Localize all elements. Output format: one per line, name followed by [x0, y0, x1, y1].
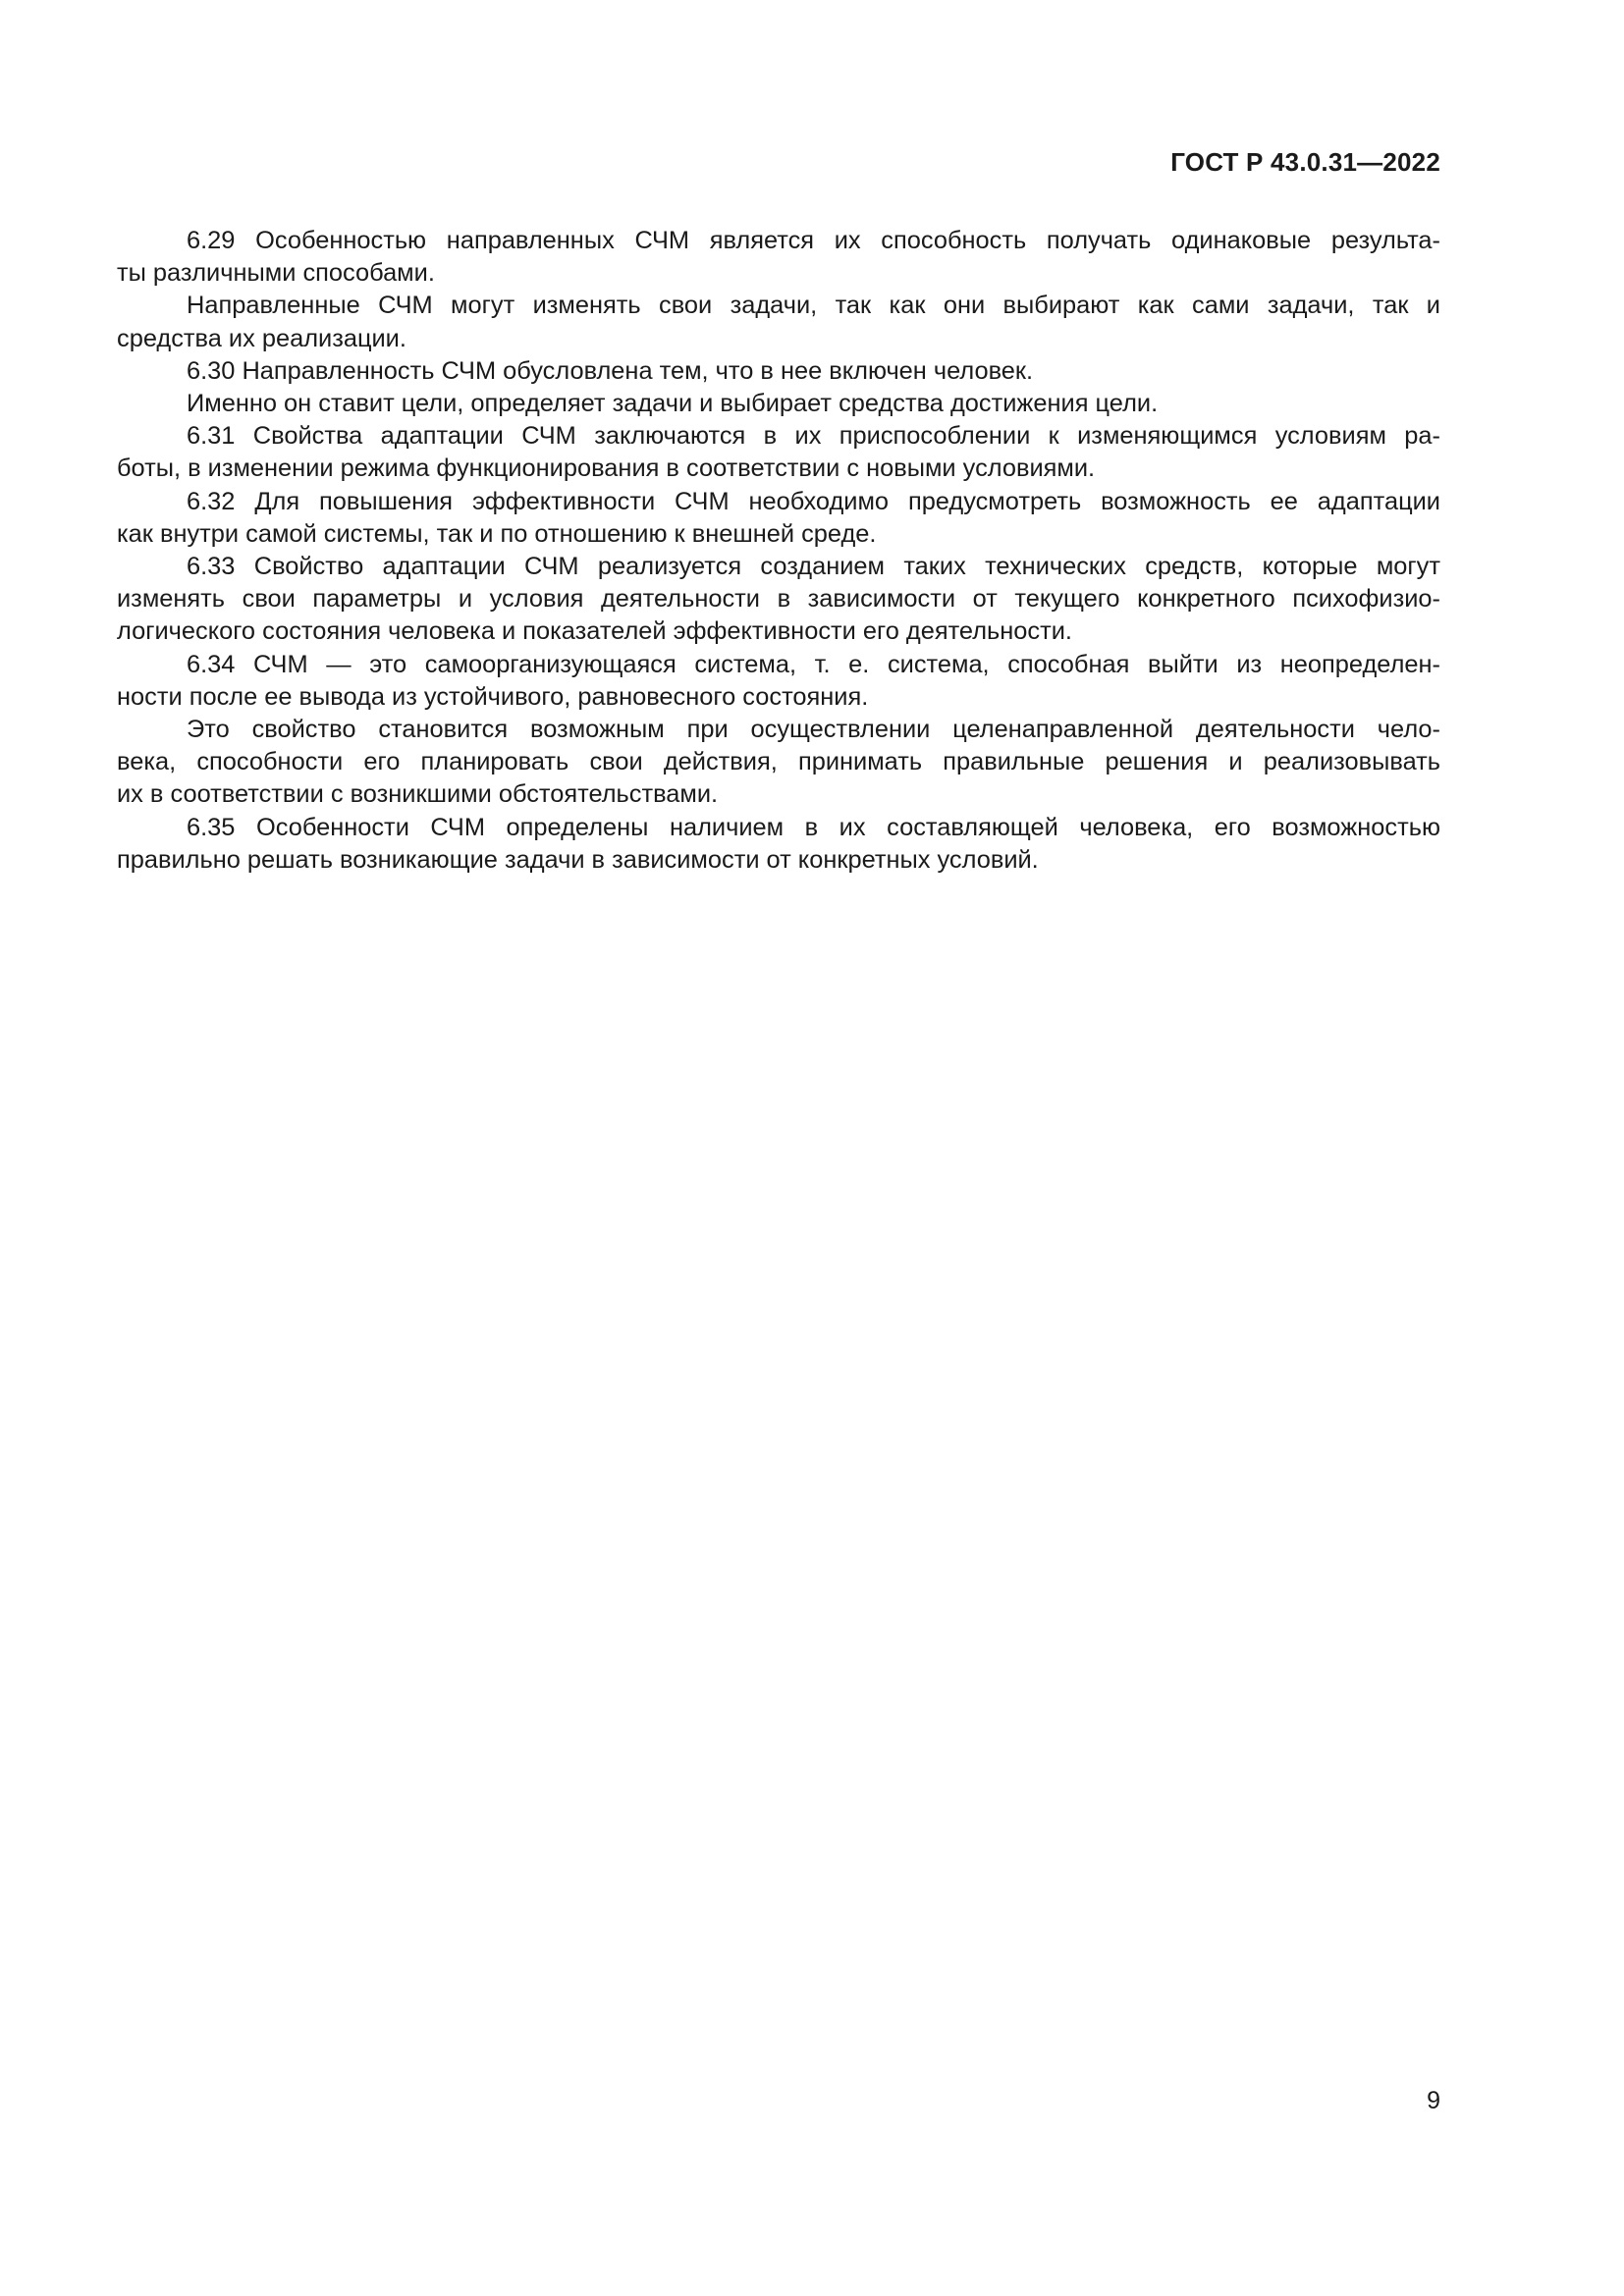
paragraph	[117, 714, 1440, 812]
paragraph	[117, 420, 1440, 485]
paragraph-line: века, способности его планировать свои действия, принимать правильные решения и реализовывать	[117, 748, 1440, 776]
paragraph-line: правильно решать возникающие задачи в зависимости от конкретных условий.	[117, 845, 1039, 874]
paragraph-line: как внутри самой системы, так и по отношению к внешней среде.	[117, 519, 877, 548]
paragraph	[117, 812, 1440, 877]
paragraph-line: 6.34 СЧМ — это самоорганизующаяся система, т. е. система, способная выйти из неопределен-	[187, 650, 1440, 678]
paragraph-line: 6.35 Особенности СЧМ определены наличием в их составляющей человека, его возможностью	[187, 813, 1440, 841]
paragraph-line: боты, в изменении режима функционирования в соответствии с новыми условиями.	[117, 454, 1096, 483]
paragraph-line: 6.32 Для повышения эффективности СЧМ необходимо предусмотреть возможность ее адаптации	[187, 487, 1440, 515]
paragraph-line: 6.30 Направленность СЧМ обусловлена тем, что в нее включен человек.	[187, 356, 1034, 385]
paragraph-line: 6.33 Свойство адаптации СЧМ реализуется созданием таких технических средств, которые могут	[187, 553, 1440, 581]
paragraph	[117, 225, 1440, 290]
paragraph	[117, 290, 1440, 354]
paragraph	[117, 649, 1440, 714]
document-header-id: ГОСТ Р 43.0.31—2022	[1170, 147, 1440, 177]
paragraph	[117, 486, 1440, 551]
paragraph-line: логического состояния человека и показателей эффективности его деятельности.	[117, 617, 1072, 646]
paragraph-line: Это свойство становится возможным при осуществлении целенаправленной деятельности чело-	[187, 716, 1440, 744]
paragraph-line: средства их реализации.	[117, 324, 406, 352]
paragraph-line: их в соответствии с возникшими обстоятельствами.	[117, 780, 719, 809]
paragraph-line: 6.31 Свойства адаптации СЧМ заключаются в их приспособлении к изменяющимся условиям ра-	[187, 422, 1440, 451]
paragraph-line: Именно он ставит цели, определяет задачи и выбирает средства достижения цели.	[187, 390, 1159, 418]
paragraph	[117, 388, 1440, 420]
paragraph-line: Направленные СЧМ могут изменять свои задачи, так как они выбирают как сами задачи, так и	[187, 292, 1440, 320]
paragraph-line: ты различными способами.	[117, 259, 435, 288]
paragraph-line: 6.29 Особенностью направленных СЧМ является их способность получать одинаковые результа-	[187, 227, 1440, 254]
document-body	[117, 225, 1440, 877]
paragraph-line: ности после ее вывода из устойчивого, равновесного состояния.	[117, 682, 869, 711]
page-number: 9	[1427, 2087, 1440, 2114]
paragraph	[117, 551, 1440, 649]
paragraph	[117, 355, 1440, 388]
paragraph-line: изменять свои параметры и условия деятельности в зависимости от текущего конкретного психофизио-	[117, 585, 1440, 614]
